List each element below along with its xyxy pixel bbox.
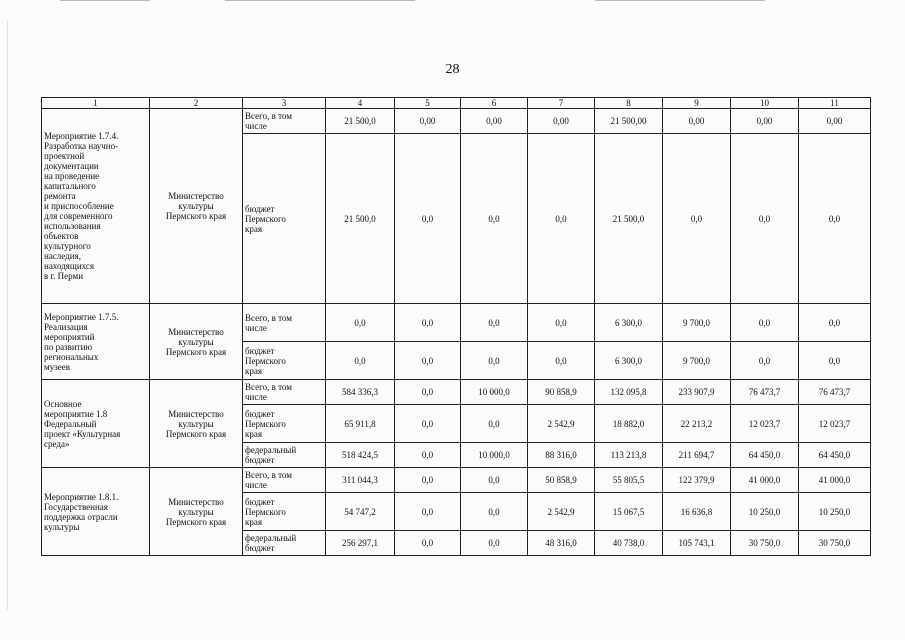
amount-cell: 18 882,0 [595, 405, 663, 443]
amount-cell: 0,0 [731, 304, 799, 342]
amount-cell: 0,0 [326, 304, 395, 342]
amount-cell: 21 500,0 [595, 134, 663, 304]
scan-artifact [595, 0, 765, 1]
amount-cell: 0,0 [395, 443, 461, 468]
amount-cell: 0,0 [461, 342, 528, 380]
funding-source: федеральный бюджет [243, 531, 326, 556]
amount-cell: 88 316,0 [528, 443, 595, 468]
amount-cell: 90 858,9 [528, 380, 595, 405]
activity-name: Мероприятие 1.7.4. Разработка научно- проектной документации на проведение капитального ремонта и приспособление для современного использования объектов культурного наследия, находящихся в г. Перми [42, 109, 150, 304]
table-row [42, 468, 871, 493]
amount-cell: 0,0 [799, 342, 871, 380]
amount-cell: 2 542,9 [528, 405, 595, 443]
executor-name: Министерство культуры Пермского края [150, 468, 243, 556]
amount-cell: 0,0 [326, 342, 395, 380]
amount-cell: 0,00 [395, 109, 461, 134]
amount-cell: 9 700,0 [663, 304, 731, 342]
amount-cell: 0,0 [731, 342, 799, 380]
amount-cell: 0,0 [528, 342, 595, 380]
table-row [42, 109, 871, 134]
funding-source: федеральный бюджет [243, 443, 326, 468]
column-header: 11 [799, 98, 871, 109]
column-header: 2 [150, 98, 243, 109]
amount-cell: 65 911,8 [326, 405, 395, 443]
amount-cell: 0,0 [663, 134, 731, 304]
column-header: 10 [731, 98, 799, 109]
funding-table [41, 97, 871, 556]
amount-cell: 21 500,00 [595, 109, 663, 134]
amount-cell: 54 747,2 [326, 493, 395, 531]
column-header: 8 [595, 98, 663, 109]
amount-cell: 0,0 [395, 380, 461, 405]
amount-cell: 21 500,0 [326, 134, 395, 304]
amount-cell: 0,0 [395, 531, 461, 556]
activity-name: Мероприятие 1.7.5. Реализация мероприятий по развитию региональных музеев [42, 304, 150, 380]
column-header: 4 [326, 98, 395, 109]
amount-cell: 0,0 [461, 134, 528, 304]
activity-name: Основное мероприятие 1.8 Федеральный проект «Культурная среда» [42, 380, 150, 468]
funding-source: Всего, в том числе [243, 468, 326, 493]
amount-cell: 233 907,9 [663, 380, 731, 405]
amount-cell: 76 473,7 [799, 380, 871, 405]
amount-cell: 105 743,1 [663, 531, 731, 556]
amount-cell: 0,0 [528, 304, 595, 342]
amount-cell: 0,0 [799, 304, 871, 342]
amount-cell: 6 300,0 [595, 304, 663, 342]
executor-name: Министерство культуры Пермского края [150, 380, 243, 468]
amount-cell: 12 023,7 [799, 405, 871, 443]
column-header: 6 [461, 98, 528, 109]
amount-cell: 10 000,0 [461, 443, 528, 468]
amount-cell: 2 542,9 [528, 493, 595, 531]
amount-cell: 0,0 [461, 304, 528, 342]
funding-source: бюджет Пермского края [243, 342, 326, 380]
amount-cell: 15 067,5 [595, 493, 663, 531]
amount-cell: 0,00 [731, 109, 799, 134]
column-header: 1 [42, 98, 150, 109]
amount-cell: 132 095,8 [595, 380, 663, 405]
amount-cell: 16 636,8 [663, 493, 731, 531]
amount-cell: 10 250,0 [731, 493, 799, 531]
amount-cell: 76 473,7 [731, 380, 799, 405]
executor-name: Министерство культуры Пермского края [150, 304, 243, 380]
amount-cell: 256 297,1 [326, 531, 395, 556]
amount-cell: 0,0 [461, 405, 528, 443]
executor-name: Министерство культуры Пермского края [150, 109, 243, 304]
funding-source: Всего, в том числе [243, 304, 326, 342]
scan-artifact [225, 0, 415, 1]
amount-cell: 211 694,7 [663, 443, 731, 468]
amount-cell: 0,0 [461, 493, 528, 531]
amount-cell: 0,00 [528, 109, 595, 134]
amount-cell: 0,00 [799, 109, 871, 134]
amount-cell: 64 450,0 [731, 443, 799, 468]
amount-cell: 0,0 [799, 134, 871, 304]
funding-source: Всего, в том числе [243, 380, 326, 405]
amount-cell: 10 000,0 [461, 380, 528, 405]
amount-cell: 12 023,7 [731, 405, 799, 443]
amount-cell: 0,0 [395, 468, 461, 493]
amount-cell: 0,00 [461, 109, 528, 134]
amount-cell: 40 738,0 [595, 531, 663, 556]
amount-cell: 0,0 [395, 405, 461, 443]
amount-cell: 518 424,5 [326, 443, 395, 468]
table-row [42, 380, 871, 405]
scan-artifact [60, 0, 150, 1]
amount-cell: 122 379,9 [663, 468, 731, 493]
amount-cell: 6 300,0 [595, 342, 663, 380]
amount-cell: 41 000,0 [799, 468, 871, 493]
column-header: 3 [243, 98, 326, 109]
page-number: 28 [445, 62, 460, 77]
amount-cell: 0,0 [395, 134, 461, 304]
column-header: 9 [663, 98, 731, 109]
amount-cell: 41 000,0 [731, 468, 799, 493]
amount-cell: 21 500,0 [326, 109, 395, 134]
column-header: 5 [395, 98, 461, 109]
amount-cell: 0,0 [395, 493, 461, 531]
amount-cell: 0,0 [395, 342, 461, 380]
table-row [42, 304, 871, 342]
amount-cell: 30 750,0 [799, 531, 871, 556]
amount-cell: 0,0 [528, 134, 595, 304]
amount-cell: 113 213,8 [595, 443, 663, 468]
amount-cell: 9 700,0 [663, 342, 731, 380]
funding-source: бюджет Пермского края [243, 493, 326, 531]
amount-cell: 10 250,0 [799, 493, 871, 531]
amount-cell: 0,0 [461, 531, 528, 556]
amount-cell: 311 044,3 [326, 468, 395, 493]
amount-cell: 0,00 [663, 109, 731, 134]
column-number-row [42, 98, 871, 109]
amount-cell: 64 450,0 [799, 443, 871, 468]
amount-cell: 22 213,2 [663, 405, 731, 443]
amount-cell: 584 336,3 [326, 380, 395, 405]
amount-cell: 0,0 [461, 468, 528, 493]
amount-cell: 30 750,0 [731, 531, 799, 556]
page-edge [7, 20, 8, 610]
amount-cell: 55 805,5 [595, 468, 663, 493]
amount-cell: 48 316,0 [528, 531, 595, 556]
funding-source: бюджет Пермского края [243, 405, 326, 443]
amount-cell: 0,0 [395, 304, 461, 342]
column-header: 7 [528, 98, 595, 109]
table-body [42, 109, 871, 556]
activity-name: Мероприятие 1.8.1. Государственная поддержка отрасли культуры [42, 468, 150, 556]
amount-cell: 0,0 [731, 134, 799, 304]
amount-cell: 50 858,9 [528, 468, 595, 493]
funding-source: Всего, в том числе [243, 109, 326, 134]
funding-source: бюджет Пермского края [243, 134, 326, 304]
